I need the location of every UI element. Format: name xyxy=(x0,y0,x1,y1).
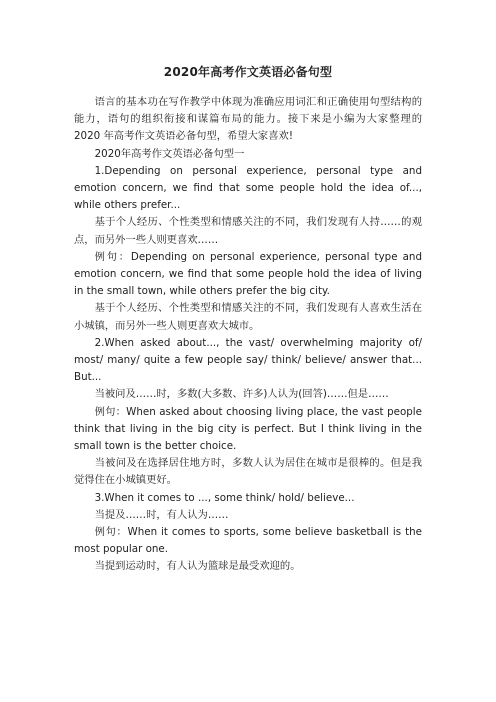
paragraph: 当提到运动时，有人认为篮球是最受欢迎的。 xyxy=(94,560,301,573)
paragraph: 当被问及……时，多数(大多数、许多)人认为(回答)……但是…… xyxy=(94,388,389,401)
paragraph: 语言的基本功在写作教学中体现为准确应用词汇和正确使用句型结构的能力，语句的组织衔接和谋篇布局的能力。接下来是小编为大家整理的 2020 年高考作文英语必备句型，希望大家喜欢! xyxy=(74,96,422,143)
paragraph: 例句：When asked about choosing living place, the vast people think that living in the big city is perfect. But I think living in the small town is the better choice. xyxy=(74,405,422,453)
paragraph: 基于个人经历、个性类型和情感关注的不同，我们发现有人喜欢生活在小城镇，而另外一些人则更喜欢大城市。 xyxy=(74,302,422,332)
paragraph: 1.Depending on personal experience, personal type and emotion concern, we find that some people hold the idea of..., while others prefer... xyxy=(74,164,422,212)
paragraph: 2.When asked about..., the vast/ overwhelming majority of/ most/ many/ quite a few people say/ think/ believe/ answer that... But... xyxy=(74,336,422,384)
document-title: 2020年高考作文英语必备句型 xyxy=(163,65,333,79)
paragraph: 当被问及在选择居住地方时，多数人认为居住在城市是很棒的。但是我觉得住在小城镇更好。 xyxy=(74,457,422,487)
paragraph: 2020年高考作文英语必备句型一 xyxy=(94,147,245,160)
paragraph: 3.When it comes to ..., some think/ hold/ believe... xyxy=(94,491,355,504)
paragraph: 基于个人经历、个性类型和情感关注的不同，我们发现有人持……的观点，而另外一些人则更喜欢…… xyxy=(74,216,422,246)
paragraph: 当提及……时，有人认为…… xyxy=(94,508,229,521)
paragraph: 例句：Depending on personal experience, personal type and emotion concern, we find that some people hold the idea of living in the small town, while others prefer the big city. xyxy=(74,250,422,298)
document-body xyxy=(74,94,422,576)
paragraph: 例句：When it comes to sports, some believe basketball is the most popular one. xyxy=(74,526,422,556)
